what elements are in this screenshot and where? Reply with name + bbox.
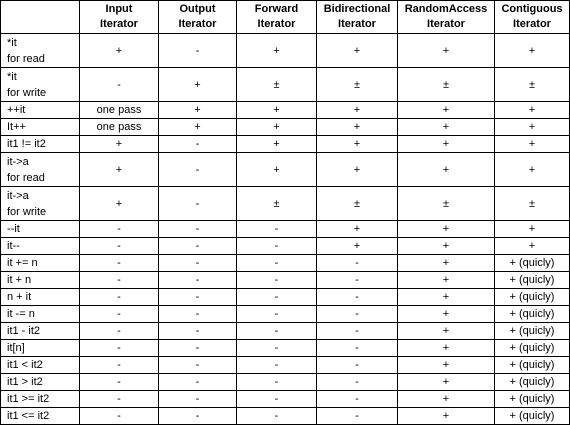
table-row [1,289,570,306]
table-body [1,34,570,425]
support-cell: + [317,238,398,255]
support-cell: - [317,408,398,425]
support-cell: + [495,34,570,68]
support-cell: + (quicly) [495,357,570,374]
support-cell: + [398,323,495,340]
support-cell: - [237,374,317,391]
operation-label: it[n] [7,342,25,354]
support-cell: + [398,102,495,119]
support-cell: + [317,136,398,153]
support-cell: + [398,119,495,136]
column-header [237,1,317,34]
support-cell: + [398,272,495,289]
support-cell: + [398,153,495,187]
support-cell: - [159,272,237,289]
support-cell: + [80,187,159,221]
support-cell: - [317,272,398,289]
column-header-line2: Iterator [257,18,296,30]
operation-label: for write [7,87,47,99]
column-header [317,1,398,34]
table-row [1,187,570,221]
support-cell: - [159,340,237,357]
support-cell: + [398,340,495,357]
support-cell: + [237,102,317,119]
support-cell: + [317,34,398,68]
support-cell: + [495,221,570,238]
support-cell: one pass [80,102,159,119]
support-cell: - [80,408,159,425]
column-header [80,1,159,34]
column-header [159,1,237,34]
support-cell: + [495,136,570,153]
column-header-line1: RandomAccess [404,3,488,15]
column-header-line2: Iterator [513,18,551,30]
operation-cell [1,255,80,272]
column-header-line2: Iterator [178,18,217,30]
table-row [1,221,570,238]
operation-label: it -= n [7,308,35,320]
table-row [1,272,570,289]
operation-label: it1 > it2 [7,376,43,388]
operation-label: it->a [7,190,29,202]
support-cell: + [495,153,570,187]
operation-cell [1,272,80,289]
support-cell: + (quicly) [495,289,570,306]
operation-label: for read [7,172,45,184]
support-cell: ± [398,68,495,102]
support-cell: + [398,221,495,238]
operation-cell [1,289,80,306]
table-row [1,136,570,153]
support-cell: + [317,221,398,238]
table-row [1,391,570,408]
table-row [1,34,570,68]
support-cell: + [398,306,495,323]
column-header-line2: Iterator [427,18,465,30]
support-cell: - [317,289,398,306]
support-cell: ± [317,68,398,102]
operation-label: *it [7,37,17,49]
support-cell: - [237,255,317,272]
table-row [1,238,570,255]
support-cell: - [159,238,237,255]
support-cell: + [237,34,317,68]
operation-cell [1,153,80,187]
support-cell: + [80,34,159,68]
support-cell: + (quicly) [495,255,570,272]
table-row [1,340,570,357]
support-cell: - [80,289,159,306]
operation-cell [1,323,80,340]
header-row [1,1,570,34]
operation-label: it1 >= it2 [7,393,50,405]
column-header [495,1,570,34]
support-cell: - [159,136,237,153]
operation-label: it-- [7,240,20,252]
support-cell: + (quicly) [495,374,570,391]
support-cell: - [159,153,237,187]
table-row [1,102,570,119]
support-cell: + [398,408,495,425]
support-cell: - [237,306,317,323]
support-cell: - [317,323,398,340]
support-cell: + (quicly) [495,408,570,425]
table-row [1,374,570,391]
operation-cell [1,306,80,323]
operation-label: it1 <= it2 [7,410,50,422]
operation-label: for read [7,53,45,65]
support-cell: - [237,221,317,238]
support-cell: - [80,306,159,323]
support-cell: - [159,221,237,238]
support-cell: - [237,340,317,357]
support-cell: - [159,391,237,408]
support-cell: - [159,289,237,306]
operation-cell [1,34,80,68]
support-cell: - [80,238,159,255]
support-cell: + (quicly) [495,391,570,408]
support-cell: - [159,306,237,323]
support-cell: - [80,340,159,357]
support-cell: + [398,374,495,391]
support-cell: + [80,136,159,153]
operation-cell [1,408,80,425]
support-cell: - [237,272,317,289]
support-cell: - [317,255,398,272]
operation-label: it1 != it2 [7,138,46,150]
column-header-line1: Forward [254,3,299,15]
operation-label: n + it [7,291,32,303]
column-header-line1: Output [179,3,216,15]
operation-label: *it [7,71,17,83]
operation-cell [1,187,80,221]
operation-label: it1 - it2 [7,325,41,337]
column-header [398,1,495,34]
support-cell: + [398,391,495,408]
support-cell: + [80,153,159,187]
support-cell: + [398,357,495,374]
support-cell: + [398,34,495,68]
support-cell: ± [398,187,495,221]
support-cell: one pass [80,119,159,136]
support-cell: + [398,136,495,153]
support-cell: - [317,306,398,323]
support-cell: - [159,357,237,374]
support-cell: - [80,68,159,102]
operation-cell [1,238,80,255]
support-cell: - [80,323,159,340]
support-cell: - [159,408,237,425]
support-cell: + [159,68,237,102]
support-cell: + [398,238,495,255]
header-corner-cell [1,1,80,34]
support-cell: - [317,391,398,408]
support-cell: - [237,391,317,408]
support-cell: - [237,323,317,340]
support-cell: ± [237,68,317,102]
operation-label: --it [7,223,20,235]
support-cell: - [80,391,159,408]
support-cell: - [80,221,159,238]
support-cell: ± [317,187,398,221]
support-cell: + [495,119,570,136]
operation-label: for write [7,206,47,218]
operation-cell [1,374,80,391]
support-cell: - [317,357,398,374]
table-row [1,153,570,187]
operation-label: It++ [7,121,26,133]
table-row [1,119,570,136]
support-cell: - [80,357,159,374]
support-cell: + [159,102,237,119]
support-cell: + [237,119,317,136]
column-header-line2: Iterator [338,18,376,30]
operation-cell [1,68,80,102]
table-row [1,357,570,374]
table-row [1,323,570,340]
support-cell: + [495,238,570,255]
operation-label: ++it [7,104,26,116]
operation-cell [1,221,80,238]
support-cell: + (quicly) [495,340,570,357]
operation-label: it1 < it2 [7,359,43,371]
support-cell: + [495,102,570,119]
support-cell: + (quicly) [495,323,570,340]
support-cell: + (quicly) [495,306,570,323]
operation-cell [1,357,80,374]
support-cell: - [80,272,159,289]
support-cell: ± [237,187,317,221]
table-row [1,68,570,102]
support-cell: + [317,102,398,119]
support-cell: ± [495,68,570,102]
operation-cell [1,119,80,136]
operation-label: it->a [7,156,29,168]
support-cell: + [317,119,398,136]
support-cell: + (quicly) [495,272,570,289]
column-header-line1: Input [105,3,133,15]
operation-label: it + n [7,274,32,286]
support-cell: - [237,289,317,306]
support-cell: - [80,255,159,272]
support-cell: + [317,153,398,187]
operation-cell [1,340,80,357]
support-cell: - [317,374,398,391]
support-cell: - [317,340,398,357]
operation-label: it += n [7,257,38,269]
support-cell: + [237,136,317,153]
support-cell: + [159,119,237,136]
column-header-line1: Contiguous [501,3,563,15]
support-cell: ± [495,187,570,221]
operation-cell [1,102,80,119]
support-cell: - [237,408,317,425]
table-row [1,306,570,323]
support-cell: - [159,323,237,340]
support-cell: - [159,255,237,272]
support-cell: - [237,238,317,255]
support-cell: + [398,255,495,272]
operation-cell [1,136,80,153]
support-cell: - [159,187,237,221]
support-cell: - [80,374,159,391]
support-cell: - [159,34,237,68]
support-cell: - [237,357,317,374]
support-cell: - [159,374,237,391]
support-cell: + [237,153,317,187]
operation-cell [1,391,80,408]
table-row [1,255,570,272]
support-cell: + [398,289,495,306]
column-header-line1: Bidirectional [323,3,391,15]
column-header-line2: Iterator [100,18,138,30]
table-row [1,408,570,425]
